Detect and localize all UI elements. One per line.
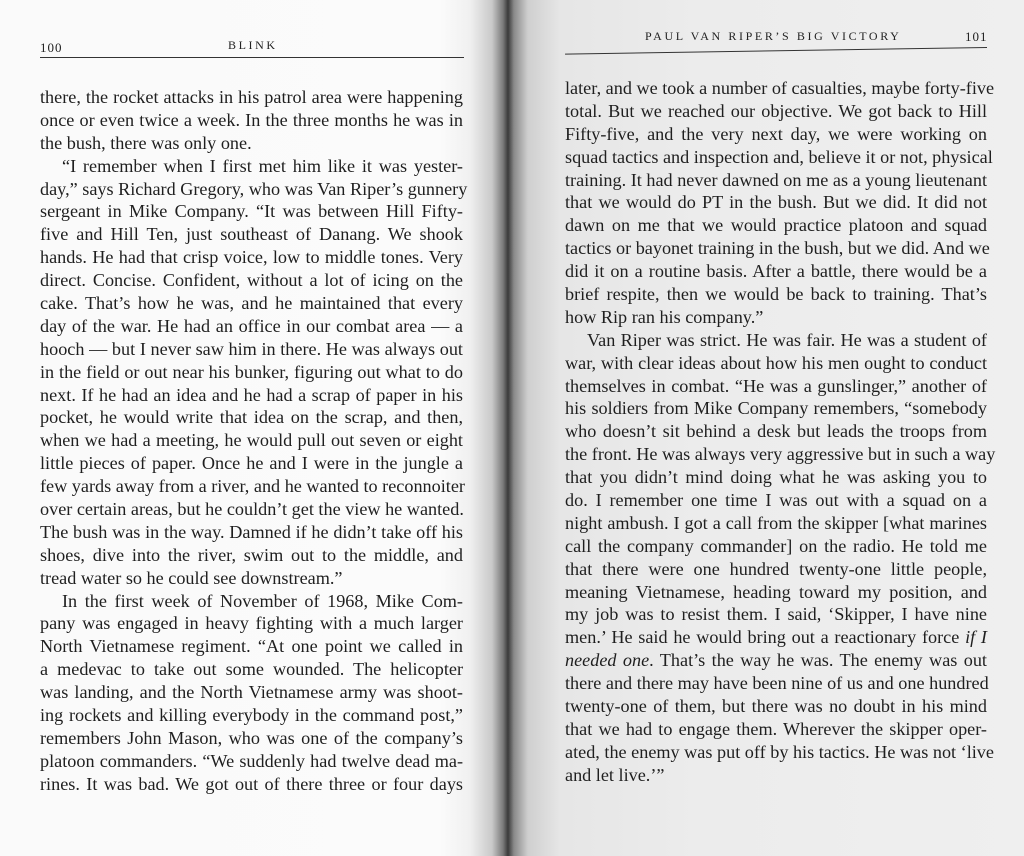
text-line [565, 283, 987, 306]
line-text: was landing, and the North Vietnamese army was shoot- [40, 682, 463, 703]
text-line [565, 466, 987, 489]
line-text: that we had to engage them. Wherever the skipper oper- [565, 718, 987, 739]
text-line [565, 375, 987, 398]
line-text: themselves in combat. “He was a gunslinger,” another of [565, 375, 987, 396]
text-line [565, 741, 994, 764]
line-text: that we would do PT in the bush. But we did. It did not [565, 192, 987, 213]
text-line [565, 649, 987, 672]
text-line [565, 603, 987, 626]
text-line [565, 626, 987, 649]
text-line [40, 315, 463, 338]
text-line [565, 581, 987, 604]
line-text: men.’ He said he would bring out a reactionary force [565, 627, 966, 648]
line-text: later, and we took a number of casualties, maybe forty-five [565, 78, 995, 98]
text-line [565, 397, 987, 420]
text-line [565, 558, 987, 581]
text-line [40, 384, 463, 407]
text-line [565, 672, 987, 695]
text-line [565, 489, 987, 512]
page-number: 100 [40, 40, 63, 55]
text-line [40, 132, 463, 155]
line-text: meaning Vietnamese, heading toward my position, and [565, 581, 987, 602]
text-line [565, 695, 987, 718]
line-text: brief respite, then we would be back to training. That’s [565, 284, 987, 305]
line-text: . That’s the way he was. The enemy was out [649, 650, 987, 671]
line-text: that there were one hundred twenty-one little people, [565, 558, 987, 579]
line-text: pany was engaged in heavy fighting with a much larger [40, 613, 463, 634]
line-text: did it on a routine basis. After a battle, there would be a [565, 261, 987, 282]
text-line [40, 727, 463, 750]
text-line [565, 443, 996, 466]
italic-text: if I [965, 627, 987, 648]
line-text: hooch — but I never saw him in there. He was always out [40, 338, 463, 359]
line-text: Fifty-five, and the very next day, we were working on [565, 123, 987, 144]
line-text: over certain areas, but he couldn’t get the view he wanted. [40, 499, 464, 520]
text-line [40, 658, 463, 681]
running-head: PAUL VAN RIPER’S BIG VICTORY [645, 29, 902, 43]
text-line [565, 329, 987, 352]
line-text: day,” says Richard Gregory, who was Van Riper’s gunnery [40, 178, 468, 199]
line-text: few yards away from a river, and he wanted to reconnoiter [40, 476, 465, 497]
line-text: shoes, dive into the river, swim out to the middle, and [40, 544, 463, 565]
text-line [565, 169, 987, 192]
text-line [565, 764, 987, 787]
text-line [565, 146, 993, 169]
text-line [40, 292, 463, 315]
text-line [40, 406, 463, 429]
text-line [40, 361, 463, 384]
line-text: Van Riper was strict. He was fair. He was a student of [587, 329, 987, 350]
line-text: do. I remember one time I was out with a squad on a [565, 490, 987, 511]
text-line [40, 544, 463, 567]
line-text: North Vietnamese regiment. “At one point we called in [40, 636, 463, 657]
line-text: his soldiers from Mike Company remembers, “somebody [565, 398, 987, 419]
line-text: war, with clear ideas about how his men ought to conduct [565, 352, 987, 373]
text-line [565, 420, 987, 443]
line-text: sergeant in Mike Company. “It was between Hill Fifty- [40, 201, 463, 222]
line-text: “I remember when I first met him like it was yester- [62, 155, 463, 176]
line-text: platoon commanders. “We suddenly had twelve dead ma- [40, 750, 463, 771]
line-text: ated, the enemy was put off by his tactics. He was not ‘live [565, 741, 994, 762]
text-line [40, 475, 463, 498]
line-text: squad tactics and inspection and, believe it or not, physical [565, 146, 993, 167]
text-line [40, 498, 463, 521]
text-line [565, 718, 987, 741]
line-text: pocket, he would write that idea on the scrap, and then, [40, 407, 463, 428]
text-line [40, 750, 463, 773]
line-text: The bush was in the way. Damned if he didn’t take off his [40, 521, 463, 542]
text-line [40, 109, 463, 132]
line-text: In the first week of November of 1968, Mike Com- [62, 590, 463, 611]
text-line [40, 223, 463, 246]
line-text: my job was to resist them. I said, ‘Skipper, I have nine [565, 604, 987, 625]
text-line [565, 123, 987, 146]
text-line [40, 338, 463, 361]
header-rule [40, 57, 464, 58]
text-line [565, 237, 990, 260]
line-text: day of the war. He had an office in our combat area — a [40, 315, 463, 336]
header-rule [565, 47, 987, 55]
line-text: twenty-one of them, but there was no doubt in his mind [565, 696, 987, 717]
line-text: direct. Concise. Confident, without a lot of icing on the [40, 270, 463, 291]
line-text: who doesn’t sit behind a desk but leads the troops from [565, 421, 987, 442]
line-text: training. It had never dawned on me as a young lieutenant [565, 169, 987, 190]
line-text: night ambush. I got a call from the skipper [what marines [565, 512, 987, 533]
text-line [40, 773, 463, 796]
line-text: total. But we reached our objective. We got back to Hill [565, 100, 987, 121]
line-text: ing rockets and killing everybody in the command post,” [40, 705, 463, 726]
text-line [40, 269, 463, 292]
right-page [512, 0, 1024, 856]
line-text: rines. It was bad. We got out of there three or four days [40, 773, 463, 794]
line-text: that you didn’t mind doing what he was asking you to [565, 467, 987, 488]
line-text: tactics or bayonet training in the bush, but we did. And we [565, 238, 990, 259]
line-text: how Rip ran his company.” [565, 306, 764, 327]
line-text: dawn on me that we would practice platoon and squad [565, 215, 987, 236]
text-line [40, 704, 463, 727]
line-text: cake. That’s how he was, and he maintained that every [40, 293, 463, 314]
text-line [565, 352, 987, 375]
text-line [40, 681, 463, 704]
text-line [40, 86, 463, 109]
body-text [565, 77, 996, 787]
text-line [565, 260, 987, 283]
line-text: remembers John Mason, who was one of the company’s [40, 727, 463, 748]
text-line [40, 178, 468, 201]
text-line [565, 512, 987, 535]
line-text: the bush, there was only one. [40, 132, 252, 153]
line-text: when we had a meeting, he would pull out seven or eight [40, 430, 463, 451]
line-text: next. If he had an idea and he had a scrap of paper in his [40, 384, 463, 405]
line-text: there and there may have been nine of us and one hundred [565, 673, 989, 694]
text-line [40, 429, 463, 452]
body-text [40, 86, 468, 796]
line-text: little pieces of paper. Once he and I were in the jungle a [40, 453, 463, 474]
text-line [40, 452, 463, 475]
line-text: once or even twice a week. In the three months he was in [40, 109, 463, 130]
line-text: five and Hill Ten, just southeast of Danang. We shook [40, 224, 463, 245]
text-line [565, 100, 987, 123]
line-text: the front. He was always very aggressive but in such a way [565, 444, 996, 465]
left-page [0, 0, 505, 856]
text-line [40, 200, 463, 223]
text-line [40, 567, 463, 590]
text-line [40, 612, 463, 635]
page-number: 101 [965, 29, 988, 44]
running-head: BLINK [228, 38, 278, 52]
text-line [40, 246, 463, 269]
text-line [565, 306, 987, 329]
text-line [565, 535, 987, 558]
line-text: tread water so he could see downstream.” [40, 567, 343, 588]
italic-text: needed one [565, 650, 650, 671]
line-text: in the field or out near his bunker, figuring out what to do [40, 361, 463, 382]
line-text: a medevac to take out some wounded. The helicopter [40, 659, 463, 680]
text-line [40, 155, 463, 178]
line-text: and let live.’” [565, 764, 665, 785]
line-text: hands. He had that crisp voice, low to middle tones. Very [40, 247, 463, 268]
line-text: there, the rocket attacks in his patrol area were happening [40, 87, 463, 107]
text-line [40, 521, 463, 544]
text-line [565, 77, 995, 100]
text-line [565, 191, 987, 214]
text-line [40, 590, 463, 613]
text-line [40, 635, 463, 658]
text-line [565, 214, 987, 237]
line-text: call the company commander] on the radio. He told me [565, 535, 987, 556]
